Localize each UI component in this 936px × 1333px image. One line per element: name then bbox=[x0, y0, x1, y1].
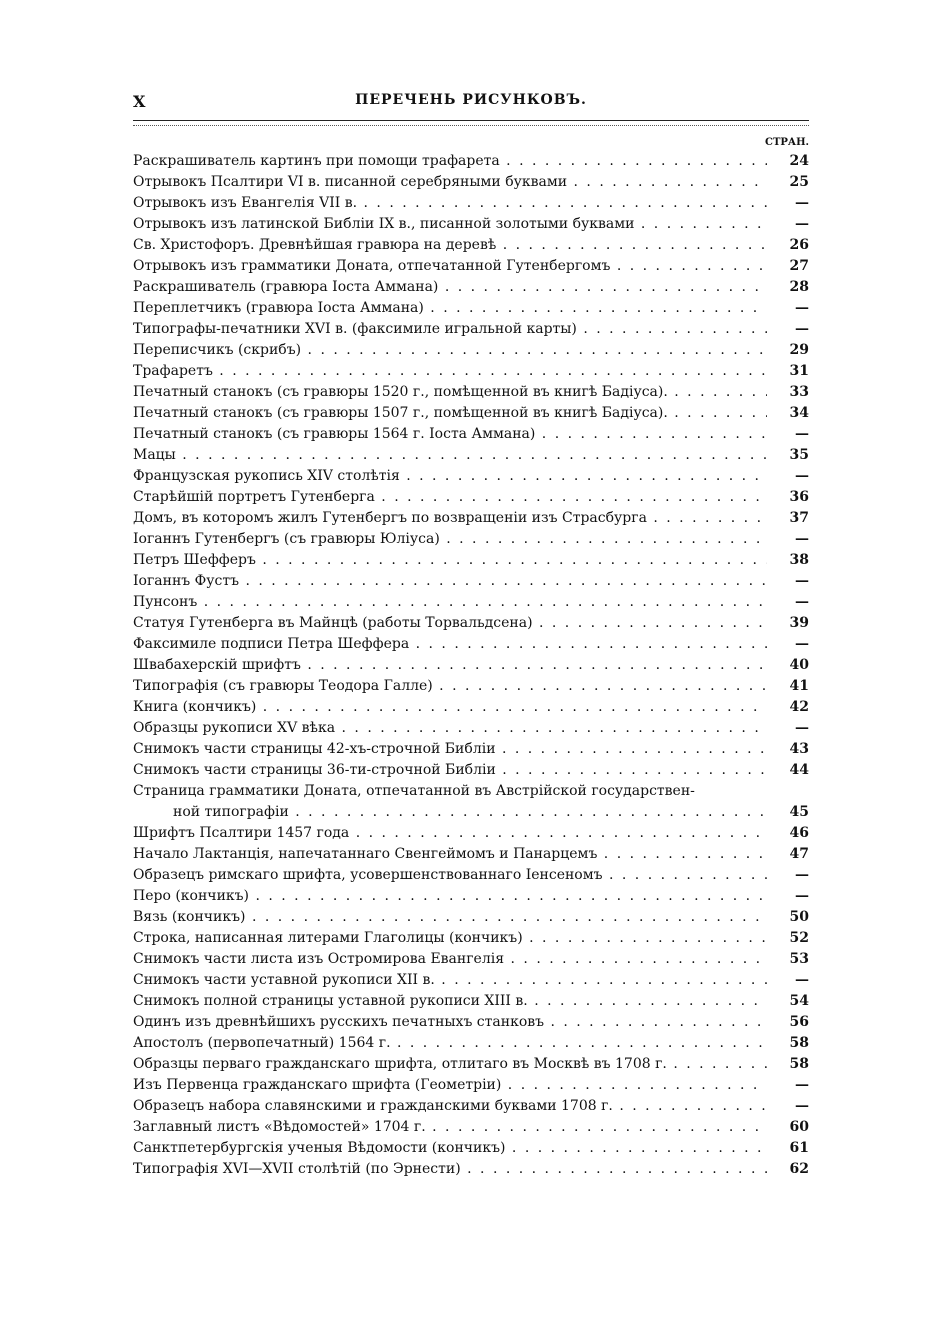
entry-title-line1: Страница грамматики Доната, отпечатанной въ Австрійской государствен- bbox=[133, 783, 695, 799]
entry-title: Снимокъ части страницы 42-хъ-строчной Библіи . . . bbox=[133, 739, 767, 760]
entry-page-number: 26 bbox=[789, 237, 809, 253]
entry-page-number: — bbox=[795, 468, 809, 484]
list-item bbox=[133, 634, 809, 655]
entry-title: Типографія XVI—XVII столѣтій (по Эрнести) . . . bbox=[133, 1159, 767, 1180]
entry-page-number: — bbox=[795, 972, 809, 988]
entry-page-number: — bbox=[795, 1098, 809, 1114]
page-title: ПЕРЕЧЕНЬ РИСУНКОВЪ. bbox=[355, 92, 587, 108]
entry-title: Перо (кончикъ) . . . bbox=[133, 886, 767, 907]
list-item bbox=[133, 865, 809, 886]
entry-page-number: 36 bbox=[789, 489, 809, 505]
entry-title: Трафаретъ . . . bbox=[133, 361, 767, 382]
list-item bbox=[133, 1159, 809, 1180]
entry-title bbox=[133, 781, 767, 823]
entry-title: Одинъ изъ древнѣйшихъ русскихъ печатныхъ станковъ . . . bbox=[133, 1012, 767, 1033]
entry-title: Мацы . . . bbox=[133, 445, 767, 466]
entry-title: Печатный станокъ (съ гравюры 1507 г., помѣщенной въ книгѣ Бадіуса). . . . bbox=[133, 403, 767, 424]
list-item bbox=[133, 172, 809, 193]
entry-title: Шрифтъ Псалтири 1457 года . . . bbox=[133, 823, 767, 844]
list-item bbox=[133, 781, 809, 823]
entry-title: Іоганнъ Фустъ . . . bbox=[133, 571, 767, 592]
entry-page-number: 43 bbox=[789, 741, 809, 757]
entry-title: Образцы рукописи XV вѣка . . . bbox=[133, 718, 767, 739]
header-rule bbox=[133, 120, 809, 126]
entry-title: Швабахерскій шрифтъ . . . bbox=[133, 655, 767, 676]
list-item bbox=[133, 907, 809, 928]
list-item bbox=[133, 214, 809, 235]
entry-title: Переписчикъ (скрибъ) . . . bbox=[133, 340, 767, 361]
list-item bbox=[133, 193, 809, 214]
entry-title: Іоганнъ Гутенбергъ (съ гравюры Юліуса) . . . bbox=[133, 529, 767, 550]
list-item bbox=[133, 550, 809, 571]
entry-title: Начало Лактанція, напечатаннаго Свенгеймомъ и Панарцемъ . . . bbox=[133, 844, 767, 865]
list-item bbox=[133, 1012, 809, 1033]
entry-title: Санктпетербургскія ученыя Вѣдомости (кончикъ) . . . bbox=[133, 1138, 767, 1159]
entry-title: Раскрашиватель (гравюра Іоста Аммана) . . . bbox=[133, 277, 767, 298]
entry-page-number: 27 bbox=[789, 258, 809, 274]
entry-title: Снимокъ части уставной рукописи XII в. . . . bbox=[133, 970, 767, 991]
entry-page-number: 52 bbox=[789, 930, 809, 946]
entry-page-number: 40 bbox=[789, 657, 809, 673]
entry-title: Пунсонъ . . . bbox=[133, 592, 767, 613]
entry-title: Образецъ набора славянскими и гражданскими буквами 1708 г. . . . bbox=[133, 1096, 767, 1117]
entry-title: Факсимиле подписи Петра Шеффера . . . bbox=[133, 634, 767, 655]
entry-title: Строка, написанная литерами Глаголицы (кончикъ) . . . bbox=[133, 928, 767, 949]
entry-page-number: 45 bbox=[789, 804, 809, 820]
entry-page-number: 61 bbox=[789, 1140, 809, 1156]
list-item bbox=[133, 424, 809, 445]
list-item bbox=[133, 235, 809, 256]
list-item bbox=[133, 1096, 809, 1117]
entry-page-number: 47 bbox=[789, 846, 809, 862]
entry-page-number: — bbox=[795, 720, 809, 736]
entry-title: Образецъ римскаго шрифта, усовершенствованнаго Іенсеномъ . . . bbox=[133, 865, 767, 886]
list-item bbox=[133, 991, 809, 1012]
list-item bbox=[133, 613, 809, 634]
entry-page-number: 35 bbox=[789, 447, 809, 463]
entry-title: Старѣйшій портретъ Гутенберга . . . bbox=[133, 487, 767, 508]
list-item bbox=[133, 739, 809, 760]
list-item bbox=[133, 508, 809, 529]
entry-title: Снимокъ полной страницы уставной рукописи XIII в. . . . bbox=[133, 991, 767, 1012]
entry-title: Заглавный листъ «Вѣдомостей» 1704 г. . . . bbox=[133, 1117, 767, 1138]
entry-title: Переплетчикъ (гравюра Іоста Аммана) . . . bbox=[133, 298, 767, 319]
list-item bbox=[133, 361, 809, 382]
list-item bbox=[133, 949, 809, 970]
list-item bbox=[133, 445, 809, 466]
entry-page-number: 58 bbox=[789, 1035, 809, 1051]
list-item bbox=[133, 529, 809, 550]
entry-page-number: — bbox=[795, 573, 809, 589]
page-column-label: СТРАН. bbox=[765, 137, 809, 148]
entry-page-number: 62 bbox=[789, 1161, 809, 1177]
list-item bbox=[133, 466, 809, 487]
list-item bbox=[133, 1054, 809, 1075]
list-item bbox=[133, 718, 809, 739]
entry-title: Печатный станокъ (съ гравюры 1564 г. Іоста Аммана) . . . bbox=[133, 424, 767, 445]
entry-page-number: 24 bbox=[789, 153, 809, 169]
entry-page-number: 33 bbox=[789, 384, 809, 400]
list-item bbox=[133, 340, 809, 361]
entry-title: Апостолъ (первопечатный) 1564 г. . . . bbox=[133, 1033, 767, 1054]
entry-title: Снимокъ части страницы 36-ти-строчной Библіи . . . bbox=[133, 760, 767, 781]
entry-title: Св. Христофоръ. Древнѣйшая гравюра на деревѣ . . . bbox=[133, 235, 767, 256]
list-item bbox=[133, 571, 809, 592]
list-item bbox=[133, 1117, 809, 1138]
entry-title: Типографія (съ гравюры Теодора Галле) . . . bbox=[133, 676, 767, 697]
entry-page-number: — bbox=[795, 300, 809, 316]
list-item bbox=[133, 928, 809, 949]
list-item bbox=[133, 592, 809, 613]
list-item bbox=[133, 256, 809, 277]
page-number: X bbox=[133, 92, 146, 111]
list-item bbox=[133, 655, 809, 676]
entry-page-number: 54 bbox=[789, 993, 809, 1009]
list-item bbox=[133, 844, 809, 865]
entry-page-number: 58 bbox=[789, 1056, 809, 1072]
entry-title-line2: ной типографіи . . . bbox=[133, 802, 767, 823]
list-item bbox=[133, 277, 809, 298]
list-item bbox=[133, 886, 809, 907]
entry-page-number: 31 bbox=[789, 363, 809, 379]
list-item bbox=[133, 1033, 809, 1054]
entry-title: Отрывокъ изъ грамматики Доната, отпечатанной Гутенбергомъ . . . bbox=[133, 256, 767, 277]
entry-page-number: — bbox=[795, 1077, 809, 1093]
entry-page-number: — bbox=[795, 636, 809, 652]
entry-page-number: 42 bbox=[789, 699, 809, 715]
entry-page-number: 60 bbox=[789, 1119, 809, 1135]
list-item bbox=[133, 382, 809, 403]
entry-page-number: — bbox=[795, 216, 809, 232]
list-item bbox=[133, 1075, 809, 1096]
entry-page-number: — bbox=[795, 888, 809, 904]
entry-page-number: 44 bbox=[789, 762, 809, 778]
entry-title: Отрывокъ изъ латинской Библіи IX в., писанной золотыми буквами . . . bbox=[133, 214, 767, 235]
entry-page-number: 50 bbox=[789, 909, 809, 925]
entry-title: Книга (кончикъ) . . . bbox=[133, 697, 767, 718]
entry-page-number: — bbox=[795, 531, 809, 547]
entry-page-number: 38 bbox=[789, 552, 809, 568]
entry-title: Изъ Первенца гражданскаго шрифта (Геометріи) . . . bbox=[133, 1075, 767, 1096]
entry-title: Статуя Гутенберга въ Майнцѣ (работы Торвальдсена) . . . bbox=[133, 613, 767, 634]
list-item bbox=[133, 697, 809, 718]
entry-page-number: 25 bbox=[789, 174, 809, 190]
entry-page-number: — bbox=[795, 594, 809, 610]
list-item bbox=[133, 970, 809, 991]
entry-page-number: 29 bbox=[789, 342, 809, 358]
entry-title: Отрывокъ Псалтири VI в. писанной серебряными буквами . . . bbox=[133, 172, 767, 193]
entry-page-number: 37 bbox=[789, 510, 809, 526]
entry-page-number: 34 bbox=[789, 405, 809, 421]
entry-page-number: 41 bbox=[789, 678, 809, 694]
list-item bbox=[133, 319, 809, 340]
entry-page-number: 56 bbox=[789, 1014, 809, 1030]
entry-page-number: — bbox=[795, 426, 809, 442]
entry-title: Вязь (кончикъ) . . . bbox=[133, 907, 767, 928]
entry-title: Типографы-печатники XVI в. (факсимиле игральной карты) . . . bbox=[133, 319, 767, 340]
list-item bbox=[133, 298, 809, 319]
entry-title: Снимокъ части листа изъ Остромирова Евангелія . . . bbox=[133, 949, 767, 970]
entry-title: Французская рукопись XIV столѣтія . . . bbox=[133, 466, 767, 487]
entry-title: Отрывокъ изъ Евангелія VII в. . . . bbox=[133, 193, 767, 214]
list-item bbox=[133, 823, 809, 844]
list-item bbox=[133, 487, 809, 508]
entry-title: Образцы перваго гражданскаго шрифта, отлитаго въ Москвѣ въ 1708 г. . . . bbox=[133, 1054, 767, 1075]
entry-page-number: 53 bbox=[789, 951, 809, 967]
list-item bbox=[133, 403, 809, 424]
list-item bbox=[133, 760, 809, 781]
entry-title: Печатный станокъ (съ гравюры 1520 г., помѣщенной въ книгѣ Бадіуса). . . . bbox=[133, 382, 767, 403]
entry-page-number: 28 bbox=[789, 279, 809, 295]
entry-page-number: — bbox=[795, 321, 809, 337]
list-item bbox=[133, 1138, 809, 1159]
entry-page-number: 39 bbox=[789, 615, 809, 631]
entry-title: Петръ Шефферъ . . . bbox=[133, 550, 767, 571]
entry-page-number: 46 bbox=[789, 825, 809, 841]
entry-page-number: — bbox=[795, 867, 809, 883]
list-item bbox=[133, 676, 809, 697]
list-item bbox=[133, 151, 809, 172]
running-head bbox=[133, 92, 809, 114]
entry-title: Раскрашиватель картинъ при помощи трафарета . . . bbox=[133, 151, 767, 172]
entry-page-number: — bbox=[795, 195, 809, 211]
illustration-list bbox=[133, 151, 809, 1180]
entry-title: Домъ, въ которомъ жилъ Гутенбергъ по возвращеніи изъ Страсбурга . . . bbox=[133, 508, 767, 529]
